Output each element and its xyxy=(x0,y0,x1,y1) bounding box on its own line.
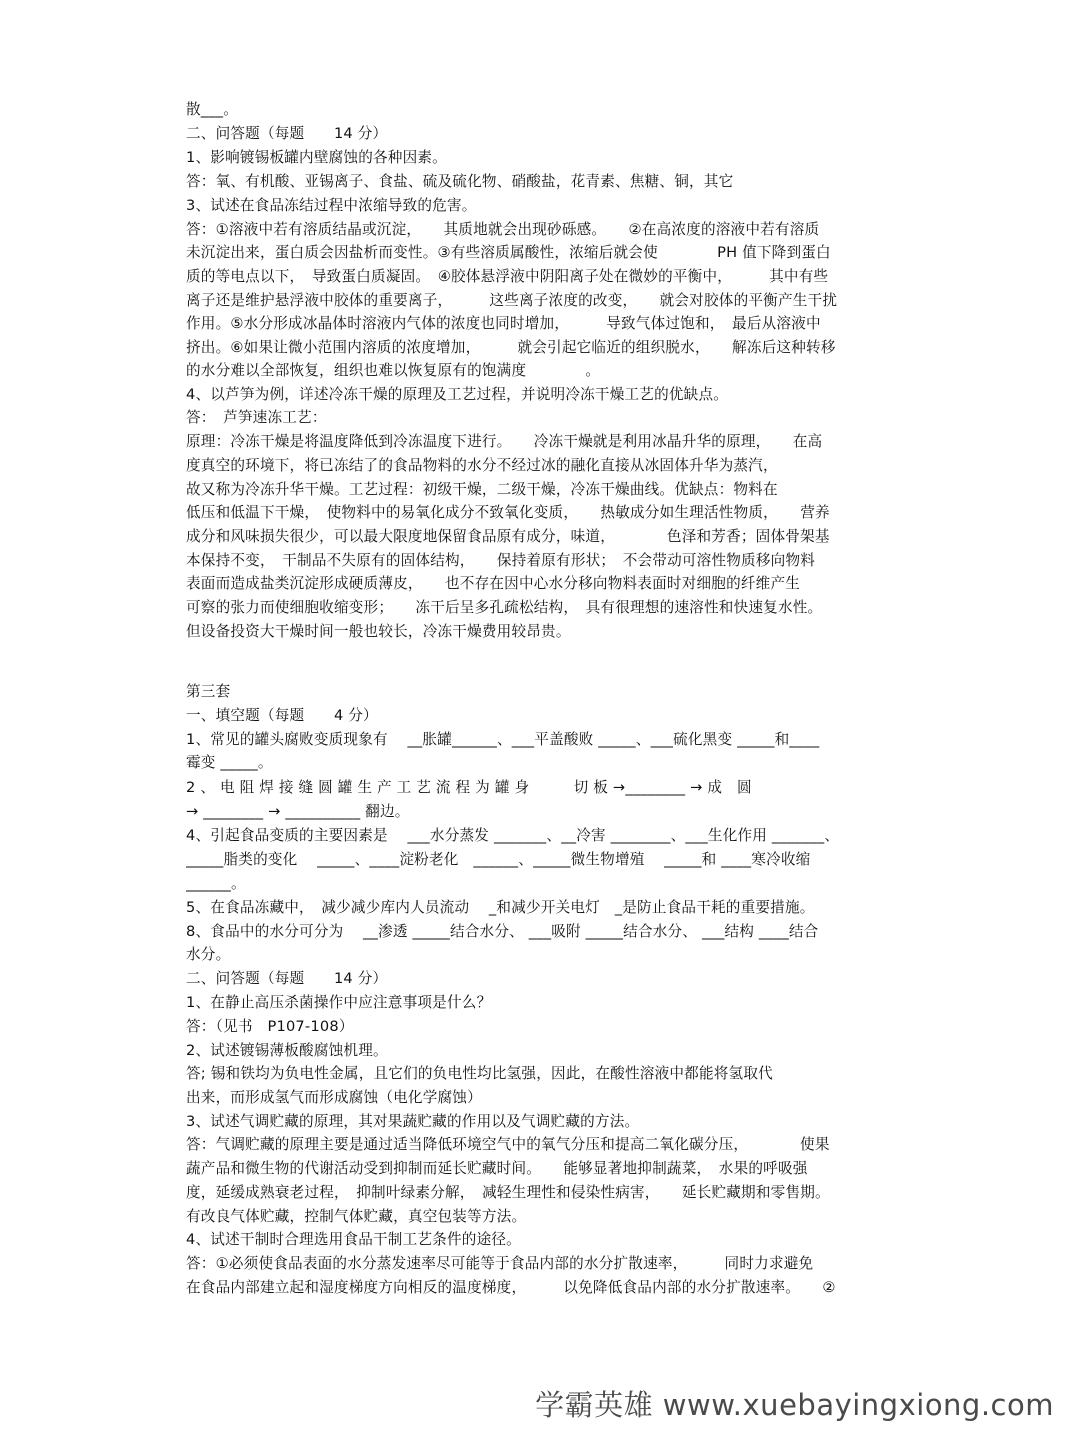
text-line: 答：氧、有机酸、亚锡离子、食盐、硫及硫化物、硝酸盐，花青素、焦糖、铜，其它 xyxy=(186,173,734,190)
text-line: 低压和低温下干燥， 使物料中的易氧化成分不致氧化变质， 热敏成分如生理活性物质， 营养 xyxy=(186,504,830,521)
text-line: → ________ → __________ 翻边。 xyxy=(186,803,410,820)
text-line: 一、填空题（每题 4 分） xyxy=(186,707,378,724)
text-line: 可察的张力而使细胞收缩变形； 冻干后呈多孔疏松结构， 具有很理想的速溶性和快速复水性。 xyxy=(186,599,823,616)
text-line: 4、以芦笋为例，详述冷冻干燥的原理及工艺过程，并说明冷冻干燥工艺的优缺点。 xyxy=(186,386,729,403)
text-line: 度真空的环境下，将已冻结了的食品物料的水分不经过冰的融化直接从冰固体升华为蒸汽， xyxy=(186,457,778,474)
text-line: 本保持不变， 干制品不失原有的固体结构， 保持着原有形状； 不会带动可溶性物质移向物料 xyxy=(186,552,816,569)
text-line: 散___。 xyxy=(186,101,239,118)
text-line: 原理：冷冻干燥是将温度降低到冷冻温度下进行。 冷冻干燥就是利用冰晶升华的原理， 在高 xyxy=(186,433,823,450)
text-line: 出来，而形成氢气而形成腐蚀（电化学腐蚀） xyxy=(186,1089,482,1106)
text-line: 但设备投资大干燥时间一般也较长，冷冻干燥费用较昂贵。 xyxy=(186,623,571,640)
text-line: 1、常见的罐头腐败变质现象有 __胀罐______、___平盖酸败 _____、___硫化黑变 _____和____ xyxy=(186,731,820,748)
text-line: 1、影响镀锡板罐内壁腐蚀的各种因素。 xyxy=(186,149,447,166)
text-line: 2、试述镀锡薄板酸腐蚀机理。 xyxy=(186,1042,388,1059)
text-line: 5、在食品冻藏中， 减少减少库内人员流动 _和减少开关电灯 _是防止食品干耗的重要措施。 xyxy=(186,899,815,916)
text-line: 二、问答题（每题 14 分） xyxy=(186,125,388,142)
text-line: 第三套 xyxy=(186,683,231,700)
text-line: 离子还是维护悬浮液中胶体的重要离子， 这些离子浓度的改变， 就会对胶体的平衡产生干扰 xyxy=(186,292,838,309)
text-line: 3、试述在食品冻结过程中浓缩导致的危害。 xyxy=(186,197,477,214)
text-line: ______。 xyxy=(186,875,246,892)
text-line: 答： 芦笋速冻工艺： xyxy=(186,409,327,426)
text-line: 故又称为冷冻升华干燥。工艺过程：初级干燥，二级干燥，冷冻干燥曲线。优缺点：物料在 xyxy=(186,481,778,498)
text-line: _____脂类的变化 _____、____淀粉老化 ______、_____微生物增殖 _____和 ____寒冷收缩 xyxy=(186,851,811,868)
text-line: 4、试述干制时合理选用食品干制工艺条件的途径。 xyxy=(186,1231,521,1248)
watermark: 学霸英雄 www.xuebayingxiong.com xyxy=(535,1388,1054,1422)
text-line: 1、在静止高压杀菌操作中应注意事项是什么？ xyxy=(186,994,492,1011)
text-line: 8、食品中的水分可分为 __渗透 _____结合水分、 ___吸附 _____结合水分、 ___结构 ____结合 xyxy=(186,923,819,940)
text-line: 霉变 _____。 xyxy=(186,754,273,771)
text-line: 答：气调贮藏的原理主要是通过适当降低环境空气中的氧气分压和提高二氧化碳分压， 使果 xyxy=(186,1136,830,1153)
text-line: 二、问答题（每题 14 分） xyxy=(186,970,388,987)
text-line: 成分和风味损失很少，可以最大限度地保留食品原有成分，味道， 色泽和芳香；固体骨架基 xyxy=(186,528,830,545)
text-line: 度，延缓成熟衰老过程， 抑制叶绿素分解， 减轻生理性和侵染性病害， 延长贮藏期和零售期。 xyxy=(186,1184,830,1201)
text-line: 的水分难以全部恢复，组织也难以恢复原有的饱满度 。 xyxy=(186,362,601,379)
text-line: 水分。 xyxy=(186,946,231,963)
text-line: 有改良气体贮藏，控制气体贮藏，真空包装等方法。 xyxy=(186,1208,527,1225)
text-line: 未沉淀出来，蛋白质会因盐析而变性。③有些溶质属酸性，浓缩后就会使 PH 值下降到蛋白 xyxy=(186,244,831,261)
text-line: 表面而造成盐类沉淀形成硬质薄皮， 也不存在因中心水分移向物料表面时对细胞的纤维产生 xyxy=(186,575,801,592)
text-line: 答; 锡和铁均为负电性金属，且它们的负电性均比氢强，因此，在酸性溶液中都能将氢取代 xyxy=(186,1065,773,1082)
text-line: 答：（见书 P107-108） xyxy=(186,1018,354,1035)
text-line: 在食品内部建立起和湿度梯度方向相反的温度梯度， 以免降低食品内部的水分扩散速率。 ② xyxy=(186,1279,836,1296)
text-line: 质的等电点以下， 导致蛋白质凝固。 ④胶体悬浮液中阴阳离子处在微妙的平衡中， 其中有些 xyxy=(186,268,829,285)
text-line: 4、引起食品变质的主要因素是 ___水分蒸发 _______、__冷害 ________、___生化作用 _______、 xyxy=(186,827,840,844)
text-line: 答：①必须使食品表面的水分蒸发速率尽可能等于食品内部的水分扩散速率， 同时力求避免 xyxy=(186,1255,814,1272)
text-line: 挤出。⑥如果让微小范围内溶质的浓度增加， 就会引起它临近的组织脱水， 解冻后这种转移 xyxy=(186,339,836,356)
text-line: 蔬产品和微生物的代谢活动受到抑制而延长贮藏时间。 能够显著地抑制蔬菜， 水果的呼吸强 xyxy=(186,1160,808,1177)
text-line: 答：①溶液中若有溶质结晶或沉淀， 其质地就会出现砂砾感。 ②在高浓度的溶液中若有溶质 xyxy=(186,221,820,238)
text-line: 3、试述气调贮藏的原理，其对果蔬贮藏的作用以及气调贮藏的方法。 xyxy=(186,1113,640,1130)
text-line: 2 、 电 阻 焊 接 缝 圆 罐 生 产 工 艺 流 程 为 罐 身 切 板 →________ → 成 圆 xyxy=(186,779,752,796)
text-line: 作用。⑤水分形成冰晶体时溶液内气体的浓度也同时增加， 导致气体过饱和， 最后从溶液中 xyxy=(186,315,821,332)
